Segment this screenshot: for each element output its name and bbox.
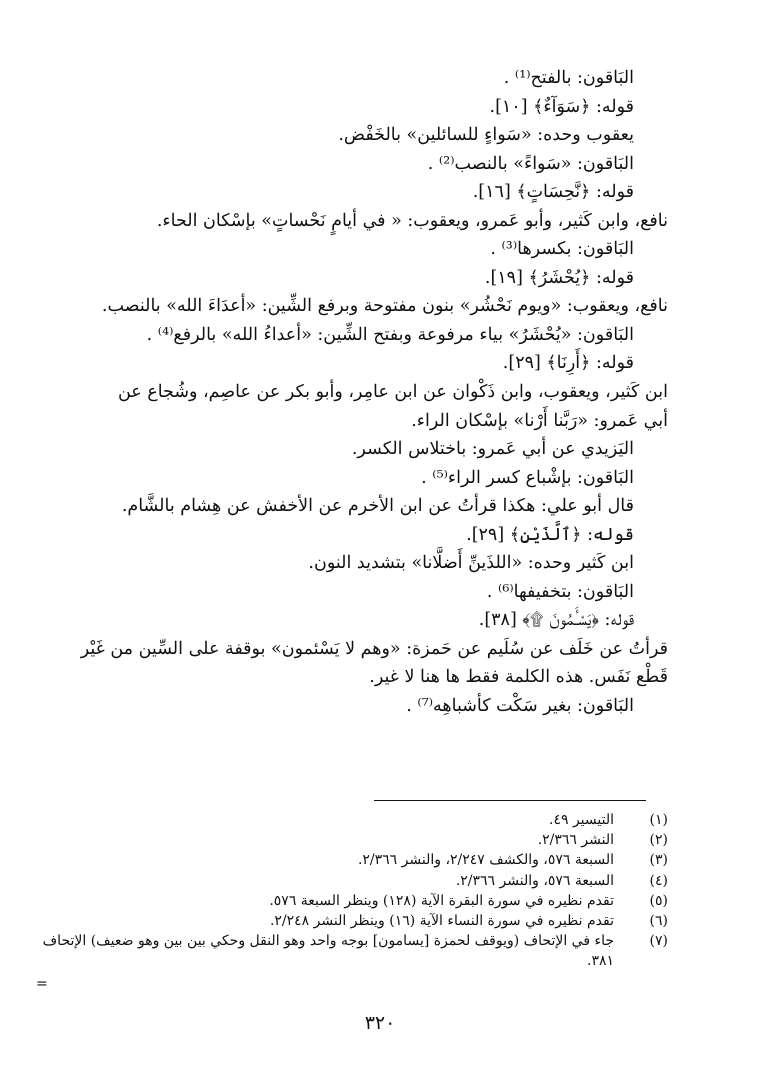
footnote-text: التيسير ٤٩.	[549, 812, 614, 828]
footnotes	[28, 810, 668, 972]
text-line: البَاقون: بكسرها⁽³⁾ .	[490, 239, 634, 260]
footnote-number: (٥)	[649, 892, 668, 909]
text-line: ابن كَثير وحده: «اللذَينِّ أَضلَّانا» بتشديد النون.	[308, 553, 634, 574]
text-line: ابن كَثير، ويعقوب، وابن ذَكْوان عن ابن عامِر، وأبو بكر عن عاصِم، وشُجاع عن	[117, 382, 668, 403]
footnote	[28, 830, 668, 850]
text-line: البَاقون: «يُحْشَرُ» بياء مرفوعة وبفتح الشِّين: «أعداءُ الله» بالرفع⁽⁴⁾ .	[146, 324, 634, 345]
text-line: قوله: ﴿نَّحِسَاتٍ﴾ [١٦].	[472, 182, 634, 203]
footnote-separator	[374, 800, 646, 801]
text-line: أبي عَمرو: «رَبَّنا أَرْنا» بإسْكان الراء.	[411, 410, 668, 431]
text-line: قوله: ﴿سَوَآءٌ﴾ [١٠].	[489, 96, 634, 117]
main-text	[48, 64, 668, 721]
text-line: قوله: ﴿أَرِنَا﴾ [٢٩].	[502, 353, 634, 374]
footnote	[28, 911, 668, 931]
footnote-number: (٢)	[649, 832, 668, 849]
footnote-text: النشر ٢/٣٦٦.	[537, 832, 614, 849]
footnote-number: (٧)	[649, 933, 668, 950]
text-line: البَاقون: بغير سَكْت كأشباهِه⁽⁷⁾ .	[406, 696, 634, 717]
text-line: قوله: ﴿يُحْشَرُ﴾ [١٩].	[484, 267, 634, 288]
footnote-text: تقدم نظيره في سورة النساء الآية (١٦) وينظر النشر ٢/٢٤٨.	[269, 913, 614, 930]
text-line: قَطْع نَفَس. هذه الكلمة فقط ها هنا لا غير.	[369, 667, 668, 688]
text-line: البَاقون: بإشْباع كسر الراء⁽⁵⁾ .	[421, 467, 634, 488]
footnote-text: السبعة ٥٧٦، والنشر ٢/٣٦٦.	[455, 872, 614, 889]
text-line: قوله: ﴿يَسْـَٔمُونَ ۩﴾ [٣٨].	[478, 610, 634, 631]
page-number: ٣٢٠	[364, 1012, 396, 1034]
text-line: يعقوب وحده: «سَواءٍ للسائلين» بالخَفْض.	[338, 125, 634, 146]
text-line: البَاقون: «سَواءً» بالنصب⁽²⁾ .	[427, 153, 634, 174]
text-line: اليَزيدي عن أبي عَمرو: باختلاس الكسر.	[351, 439, 634, 460]
footnote-text: جاء في الإتحاف (ويوقف لحمزة [يسامون] بوجه واحد وهو النقل وحكي بين بين وهو ضعيف) الإتحاف ٣٨١.	[42, 933, 614, 970]
footnote-number: (١)	[649, 812, 668, 828]
footnote	[28, 871, 668, 891]
text-line: نافع، ويعقوب: «ويوم نَحْشُر» بنون مفتوحة وبرفع الشِّين: «أعدَاءَ الله» بالنصب.	[101, 296, 668, 317]
text-line: قوله: ﴿ٱلَّذَيْنِ﴾ [٢٩].	[466, 524, 634, 545]
text-line: البَاقون: بتخفيفها⁽⁶⁾ .	[486, 581, 634, 602]
footnote	[28, 891, 668, 911]
text-line: البَاقون: بالفتح⁽¹⁾ .	[503, 68, 634, 88]
footnote-number: (٤)	[649, 872, 668, 889]
text-line: نافع، وابن كَثير، وأبو عَمرو، ويعقوب: « في أيامٍ نَحْساتٍ» بإسْكان الحاء.	[156, 210, 668, 231]
continuation-mark: =	[36, 976, 48, 992]
footnote-number: (٣)	[649, 852, 668, 869]
text-line: قال أبو علي: هكذا قرأتُ عن ابن الأخرم عن الأخفش عن هِشام بالشَّام.	[121, 496, 634, 517]
text-line: قرأتُ عن خَلَف عن سُلَيم عن حَمزة: «وهم لا يَسْئمون» بوقفة على السِّين من غَيْر	[80, 638, 668, 659]
footnote	[28, 850, 668, 870]
footnote	[28, 931, 668, 971]
footnote	[28, 810, 668, 830]
footnote-text: السبعة ٥٧٦، والكشف ٢/٢٤٧، والنشر ٢/٣٦٦.	[357, 852, 614, 869]
footnote-text: تقدم نظيره في سورة البقرة الآية (١٢٨) وينظر السبعة ٥٧٦.	[269, 892, 614, 909]
footnote-number: (٦)	[649, 913, 668, 930]
